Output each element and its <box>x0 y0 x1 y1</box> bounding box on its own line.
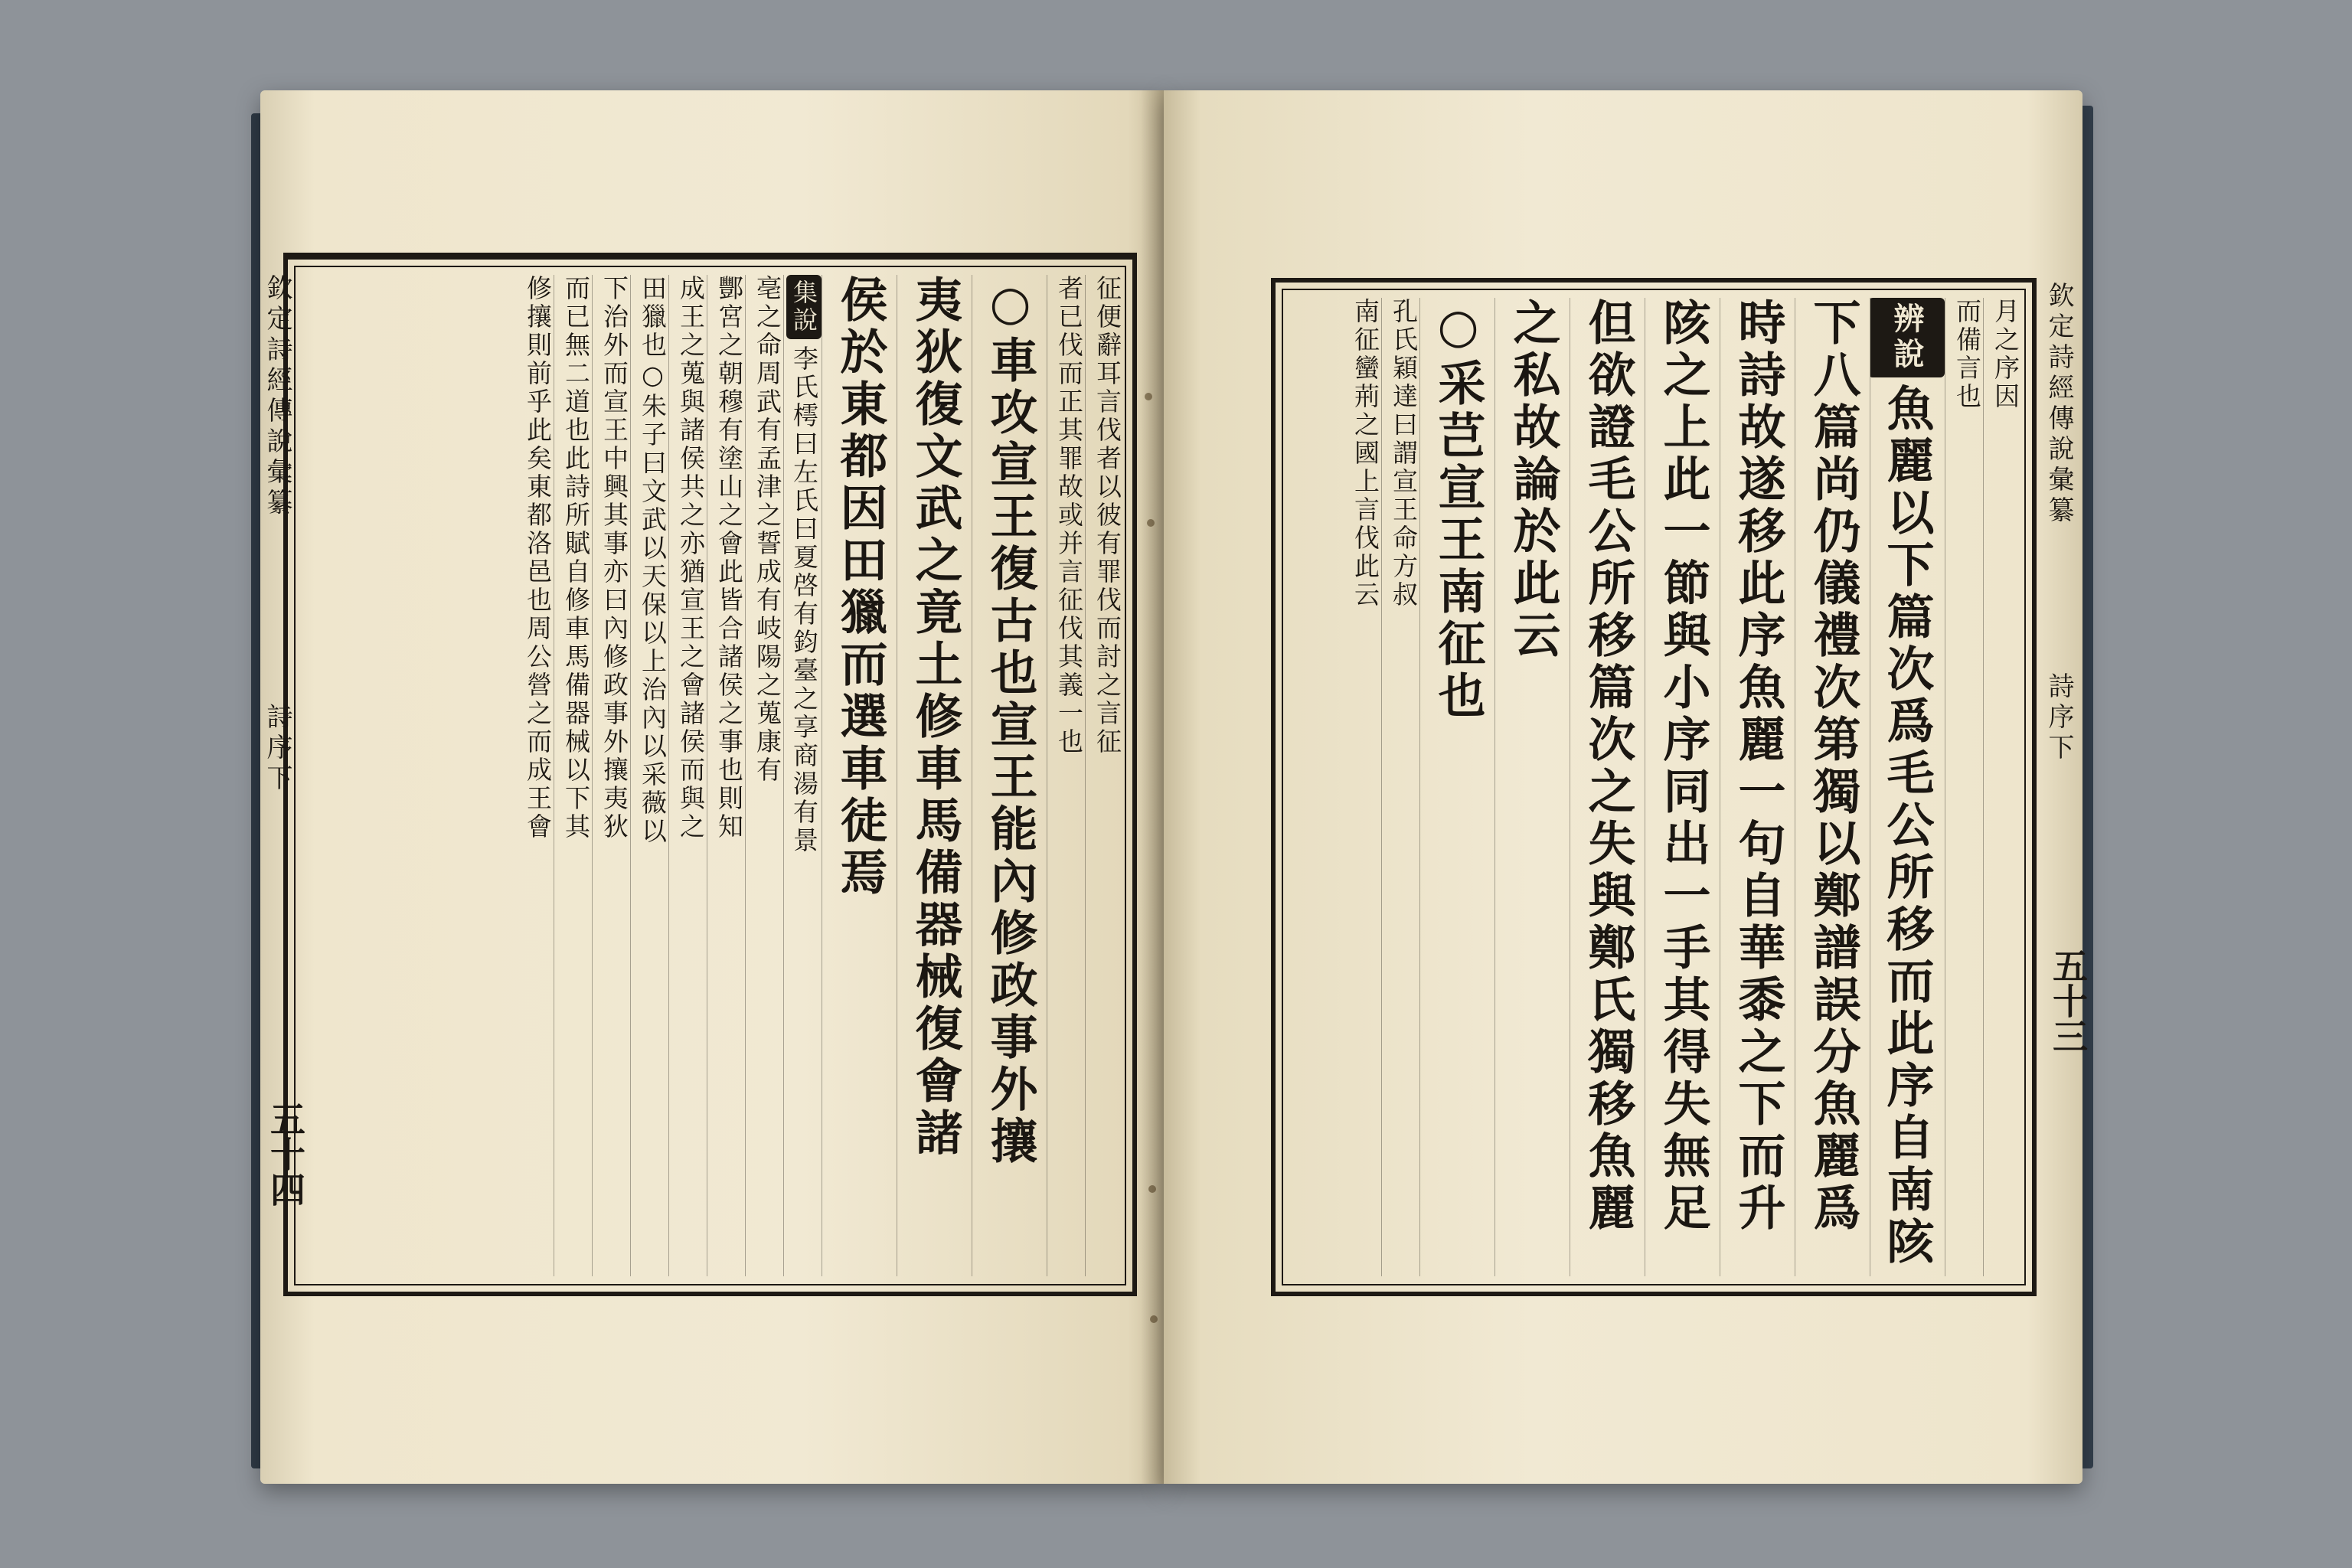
left-page-number: 五十四 <box>265 1101 306 1207</box>
column-text: 侯於東都因田獵而選車徒焉 <box>832 275 888 900</box>
left-margin-section: 詩序下 <box>262 703 292 795</box>
column-text: 南征蠻荊之國上言伐此云 <box>1351 298 1380 609</box>
right-page-text-column <box>1570 298 1645 1276</box>
left-page-text-column <box>745 275 783 1276</box>
left-page-text-column <box>822 275 897 1276</box>
left-page <box>260 90 1164 1484</box>
column-text: 酆宮之朝穆有塗山之會此皆合諸侯之事也則知 <box>714 275 744 841</box>
right-page-text-column <box>1720 298 1795 1276</box>
open-book <box>260 90 2089 1484</box>
right-page-text-column <box>1381 298 1419 1276</box>
column-text: 夷狄復文武之竟土修車馬備器械復會諸 <box>907 275 963 1160</box>
left-page-text-column <box>668 275 707 1276</box>
right-columns <box>1288 298 2021 1276</box>
column-text: 而備言也 <box>1952 298 1982 411</box>
column-text: 田獵也○朱子曰文武以天保以上治內以采薇以 <box>638 275 668 846</box>
left-page-text-column <box>1047 275 1085 1276</box>
column-text: 亳之命周武有孟津之誓成有岐陽之蒐康有 <box>753 275 782 785</box>
column-text: 孔氏穎達曰謂宣王命方叔 <box>1389 298 1419 609</box>
column-text: 之私故論於此云 <box>1505 298 1561 662</box>
right-page-text-column <box>1983 298 2021 1276</box>
left-page-text-column <box>707 275 745 1276</box>
right-page-text-column <box>1343 298 1381 1276</box>
right-page-text-column <box>1870 298 1945 1276</box>
column-text: 征便辭耳言伐者以彼有罪伐而討之言征 <box>1093 275 1122 756</box>
left-columns <box>297 275 1123 1276</box>
column-text: ○采芑宣王南征也 <box>1430 298 1486 723</box>
right-page-text-column <box>1795 298 1870 1276</box>
right-margin-section: 詩序下 <box>2043 672 2074 764</box>
column-text: 下八篇尚仍儀禮次第獨以鄭譜誤分魚麗爲 <box>1805 298 1861 1235</box>
column-text: 而已無二道也此詩所賦自修車馬備器械以下其 <box>561 275 591 841</box>
left-page-text-column <box>554 275 592 1276</box>
right-page-text-column <box>1494 298 1570 1276</box>
right-margin-title: 欽定詩經傳說彙纂 <box>2043 282 2074 527</box>
right-text-frame <box>1271 278 2037 1296</box>
column-text: 修攘則前乎此矣東都洛邑也周公營之而成王會 <box>523 275 553 841</box>
column-text: 李氏樗曰左氏曰夏啓有鈞臺之享商湯有景 <box>789 345 819 855</box>
column-text: 時詩故遂移此序魚麗一句自華黍之下而升 <box>1730 298 1786 1235</box>
right-page <box>1164 90 2089 1484</box>
section-badge: 集說 <box>786 275 822 339</box>
left-page-text-column <box>630 275 668 1276</box>
left-page-text-column <box>515 275 554 1276</box>
left-page-text-column <box>783 275 822 1276</box>
left-text-frame <box>283 255 1137 1296</box>
column-text: 陔之上此一節與小序同出一手其得失無足 <box>1655 298 1711 1235</box>
column-text: 魚麗以下篇次爲毛公所移而此序自南陔 <box>1879 384 1935 1269</box>
left-page-text-column <box>897 275 972 1276</box>
section-badge: 辨說 <box>1870 298 1945 377</box>
column-text: 者已伐而正其罪故或并言征伐其義一也 <box>1054 275 1084 756</box>
right-page-text-column <box>1945 298 1983 1276</box>
column-text: 成王之蒐與諸侯共之亦猶宣王之會諸侯而與之 <box>676 275 706 841</box>
left-page-text-column <box>972 275 1047 1276</box>
book-cover-edge-right <box>2081 106 2093 1468</box>
left-margin-title: 欽定詩經傳說彙纂 <box>262 274 292 519</box>
right-page-number: 五十三 <box>2047 948 2089 1054</box>
right-page-text-column <box>1419 298 1494 1276</box>
column-text: 下治外而宣王中興其事亦曰內修政事外攘夷狄 <box>599 275 629 841</box>
column-text: 月之序因 <box>1991 298 2020 411</box>
left-page-text-column <box>592 275 630 1276</box>
column-text: ○車攻宣王復古也宣王能內修政事外攘 <box>982 275 1038 1168</box>
column-text: 但欲證毛公所移篇次之失與鄭氏獨移魚麗 <box>1580 298 1636 1235</box>
right-page-text-column <box>1645 298 1720 1276</box>
left-page-text-column <box>1085 275 1123 1276</box>
